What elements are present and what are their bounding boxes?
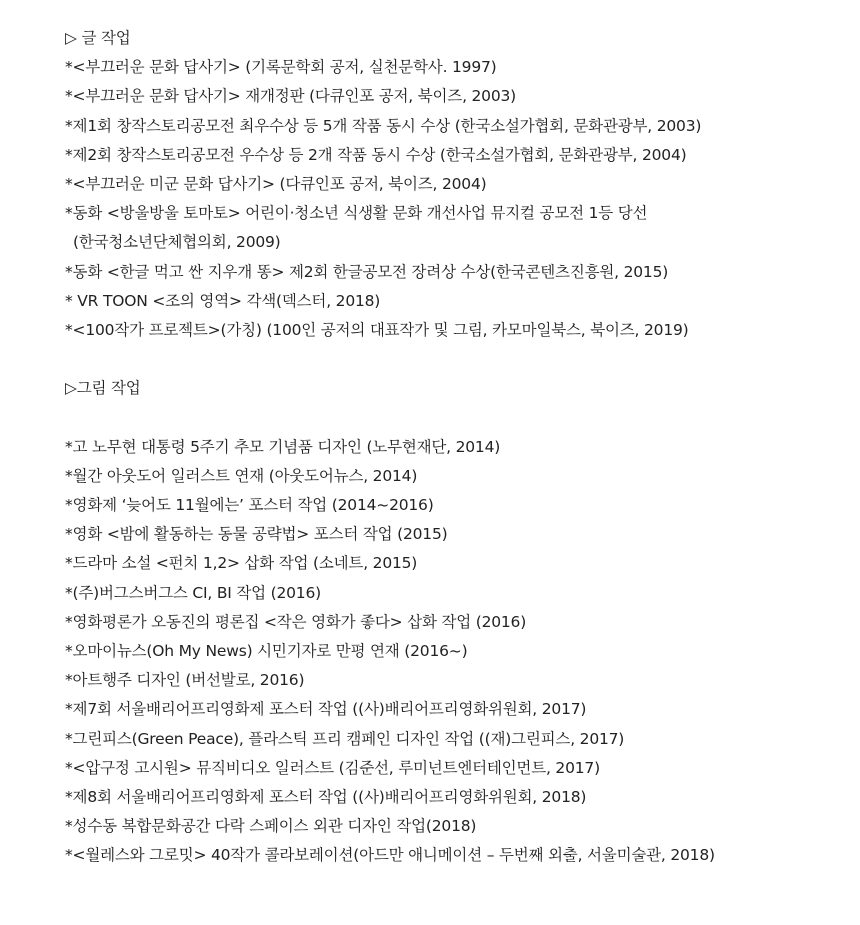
drawing-item: *영화평론가 오동진의 평론집 <작은 영화가 좋다> 삽화 작업 (2016) [65,612,527,631]
drawing-item: *월간 아웃도어 일러스트 연재 (아웃도어뉴스, 2014) [65,466,418,485]
drawing-item: *<압구정 고시원> 뮤직비디오 일러스트 (김준선, 루미넌트엔터테인먼트, 2017) [65,758,600,777]
drawing-item: *그린피스(Green Peace), 플라스틱 프리 캠페인 디자인 작업 ((재)그린피스, 2017) [65,729,625,748]
writing-section-heading: ▷ 글 작업 [65,29,131,47]
drawing-section-heading: ▷그림 작업 [65,379,141,398]
writing-item: *<부끄러운 문화 답사기> (기록문학회 공저, 실천문학사. 1997) [65,58,497,77]
drawing-item: *드라마 소설 <펀치 1,2> 삽화 작업 (소네트, 2015) [65,554,418,573]
profile-document [65,24,845,870]
drawing-item: *고 노무현 대통령 5주기 추모 기념품 디자인 (노무현재단, 2014) [65,437,501,456]
writing-item: *<부끄러운 문화 답사기> 재개정판 (다큐인포 공저, 북이즈, 2003) [65,87,517,106]
writing-item: *제2회 창작스토리공모전 우수상 등 2개 작품 동시 수상 (한국소설가협회, 문화관광부, 2004) [65,145,687,164]
section-spacer [65,403,845,432]
drawing-item: *영화제 ‘늦어도 11월에는’ 포스터 작업 (2014~2016) [65,496,434,514]
writing-item: *동화 <한글 먹고 싼 지우개 똥> 제2회 한글공모전 장려상 수상(한국콘텐츠진흥원, 2015) [65,262,669,281]
writing-item-continuation: (한국청소년단체협의회, 2009) [73,233,281,252]
drawing-item: *오마이뉴스(Oh My News) 시민기자로 만평 연재 (2016~) [65,641,468,660]
section-spacer [65,345,845,374]
drawing-item: *<월레스와 그로밋> 40작가 콜라보레이션(아드만 애니메이션 – 두번째 외출, 서울미술관, 2018) [65,846,715,865]
writing-item: *<100작가 프로젝트>(가칭) (100인 공저의 대표작가 및 그림, 카모마일북스, 북이즈, 2019) [65,320,689,339]
writing-item: *<부끄러운 미군 문화 답사기> (다큐인포 공저, 북이즈, 2004) [65,174,487,193]
drawing-item: *제7회 서울배리어프리영화제 포스터 작업 ((사)배리어프리영화위원회, 2017) [65,700,587,719]
drawing-item: *영화 <밤에 활동하는 동물 공략법> 포스터 작업 (2015) [65,525,448,544]
drawing-item: *성수동 복합문화공간 다락 스페이스 외관 디자인 작업(2018) [65,817,477,836]
writing-item: * VR TOON <조의 영역> 각색(덱스터, 2018) [65,291,381,310]
drawing-item: *아트행주 디자인 (버선발로, 2016) [65,671,305,690]
drawing-item: *제8회 서울배리어프리영화제 포스터 작업 ((사)배리어프리영화위원회, 2018) [65,787,587,806]
writing-item: *동화 <방울방울 토마토> 어린이·청소년 식생활 문화 개선사업 뮤지컬 공모전 1등 당선 [65,204,648,223]
writing-item: *제1회 창작스토리공모전 최우수상 등 5개 작품 동시 수상 (한국소설가협회, 문화관광부, 2003) [65,116,702,135]
drawing-item: *(주)버그스버그스 CI, BI 작업 (2016) [65,583,321,602]
